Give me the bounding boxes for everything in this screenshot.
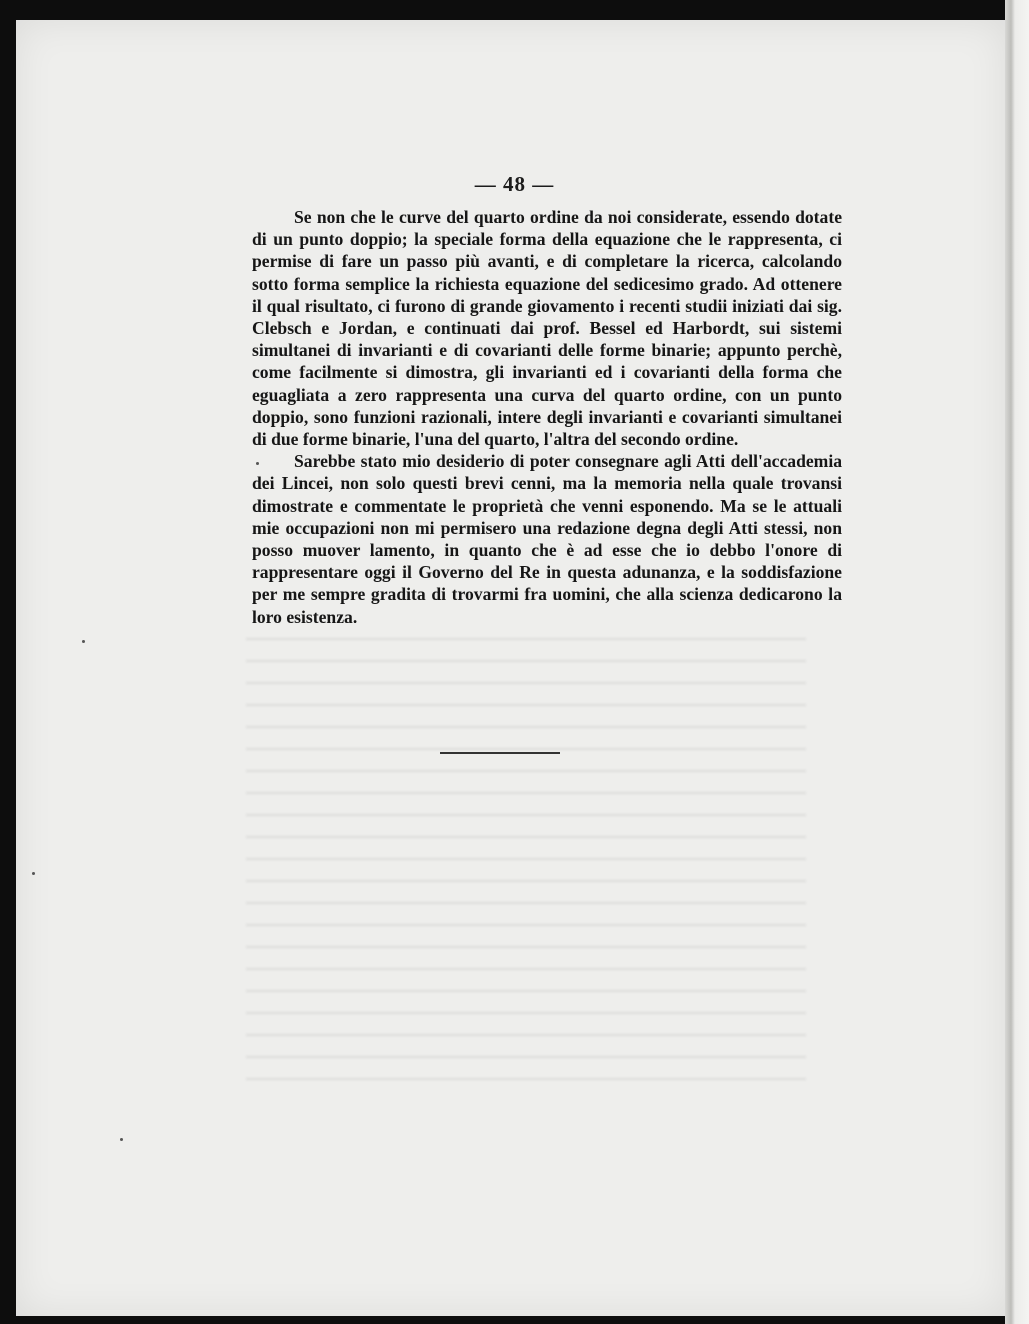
paragraph-2: Sarebbe stato mio desiderio di poter consegnare agli Atti dell'accademia dei Lincei, non solo questi brevi cenni, ma la memoria nella quale trovansi dimostrate e commentate le proprietà che venni esponendo. Ma se le attuali mie occupazioni non mi permisero una redazione degna degli Atti stessi, non posso muover lamento, in quanto che è ad esse che io debbo l'onore di rappresentare oggi il Governo del Re in questa adunanza, e la soddisfazione per me sempre gradita di trovarmi fra uomini, che alla scienza dedicarono la loro esistenza. [252,451,842,627]
speck [32,872,35,875]
page-edge [1005,0,1029,1324]
body-text [252,206,842,628]
paragraph-1: Se non che le curve del quarto ordine da noi considerate, essendo dotate di un punto doppio; la speciale forma della equazione che le rappresenta, ci permise di fare un passo più avanti, e di completare la ricerca, calcolando sotto forma semplice la richiesta equazione del sedicesimo grado. Ad ottenere il qual risultato, ci furono di grande giovamento i recenti studii iniziati dai sig. Clebsch e Jordan, e continuati dai prof. Bessel ed Harbordt, sui sistemi simultanei di invarianti e di covarianti delle forme binarie; appunto perchè, come facilmente si dimostra, gli invarianti ed i covarianti della forma che eguagliata a zero rappresenta una curva del quarto ordine, con un punto doppio, sono funzioni razionali, intere degli invarianti e covarianti simultanei di due forme binarie, l'una del quarto, l'altra del secondo ordine. [252,207,842,450]
closing-rule [440,752,560,754]
speck [256,462,259,465]
show-through-text [246,620,806,1100]
speck [120,1138,123,1141]
page-number: — 48 — [474,172,555,196]
speck [82,640,85,643]
